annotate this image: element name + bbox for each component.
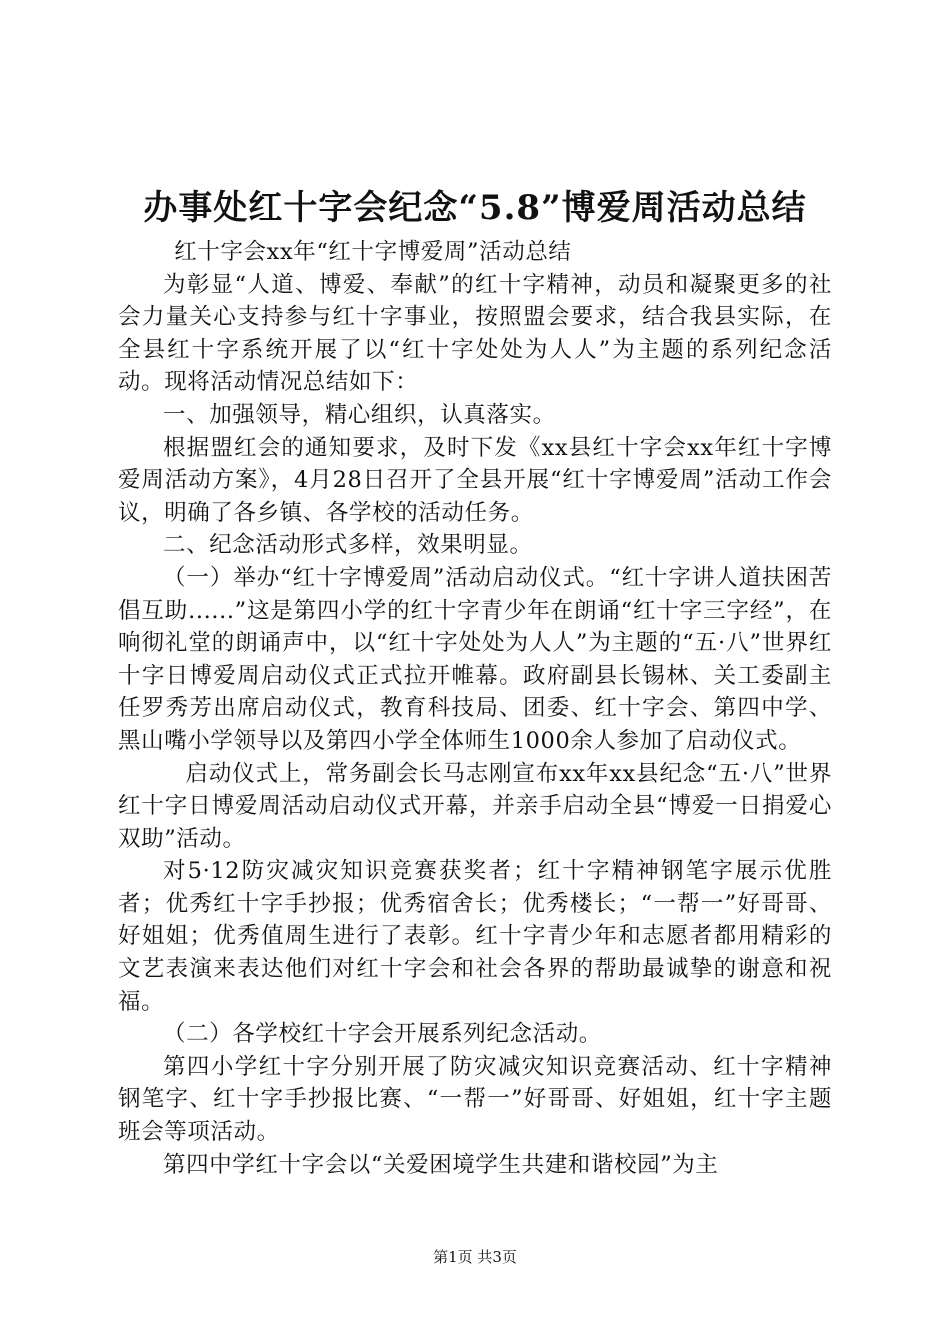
document-subtitle: 红十字会xx年“红十字博爱周”活动总结 bbox=[174, 239, 572, 265]
paragraph-fourth-primary: 第四小学红十字分别开展了防灾减灾知识竞赛活动、红十字精神钢笔字、红十字手抄报比赛、“一帮一”好哥哥、好姐姐，红十字主题班会等项活动。 bbox=[118, 1053, 832, 1146]
document-title: 办事处红十字会纪念“5.8”博爱周活动总结 bbox=[143, 188, 807, 228]
subsection-heading-2: （二）各学校红十字会开展系列纪念活动。 bbox=[163, 1021, 602, 1048]
paragraph-launch-ceremony: （一）举办“红十字博爱周”活动启动仪式。“红十字讲人道扶困苦倡互助......”这是第四小学的红十字青少年在朗诵“红十字三字经”，在响彻礼堂的朗诵声中，以“红十字处处为人人”为主题的“五·八”世界红十字日博爱周启动仪式正式拉开帷幕。政府副县长锡林、关工委副主任罗秀芳出席启动仪式，教育科技局、团委、红十字会、第四中学、黑山嘴小学领导以及第四小学全体师生1000余人参加了启动仪式。 bbox=[118, 564, 832, 754]
document-body bbox=[118, 236, 832, 1181]
paragraph-ceremony-opening: 启动仪式上，常务副会长马志刚宣布xx年xx县纪念“五·八”世界红十字日博爱周活动启动仪式开幕，并亲手启动全县“博爱一日捐爱心双助”活动。 bbox=[118, 760, 832, 852]
section-heading-2: 二、纪念活动形式多样，效果明显。 bbox=[163, 532, 533, 559]
section-heading-1: 一、加强领导，精心组织，认真落实。 bbox=[163, 401, 556, 428]
page-footer: 第1页 共3页 bbox=[433, 1248, 517, 1266]
paragraph-notice: 根据盟红会的通知要求，及时下发《xx县红十字会xx年红十字博爱周活动方案》，4月28日召开了全县开展“红十字博爱周”活动工作会议，明确了各乡镇、各学校的活动任务。 bbox=[118, 434, 832, 526]
paragraph-fourth-middle: 第四中学红十字会以“关爱困境学生共建和谐校园”为主 bbox=[163, 1151, 719, 1178]
paragraph-intro: 为彰显“人道、博爱、奉献”的红十字精神，动员和凝聚更多的社会力量关心支持参与红十字事业，按照盟会要求，结合我县实际，在全县红十字系统开展了以“红十字处处为人人”为主题的系列纪念活动。现将活动情况总结如下： bbox=[118, 271, 832, 396]
paragraph-awards: 对5·12防灾减灾知识竞赛获奖者；红十字精神钢笔字展示优胜者；优秀红十字手抄报；优秀宿舍长；优秀楼长；“一帮一”好哥哥、好姐姐；优秀值周生进行了表彰。红十字青少年和志愿者都用精彩的文艺表演来表达他们对红十字会和社会各界的帮助最诚挚的谢意和祝福。 bbox=[118, 858, 832, 1015]
